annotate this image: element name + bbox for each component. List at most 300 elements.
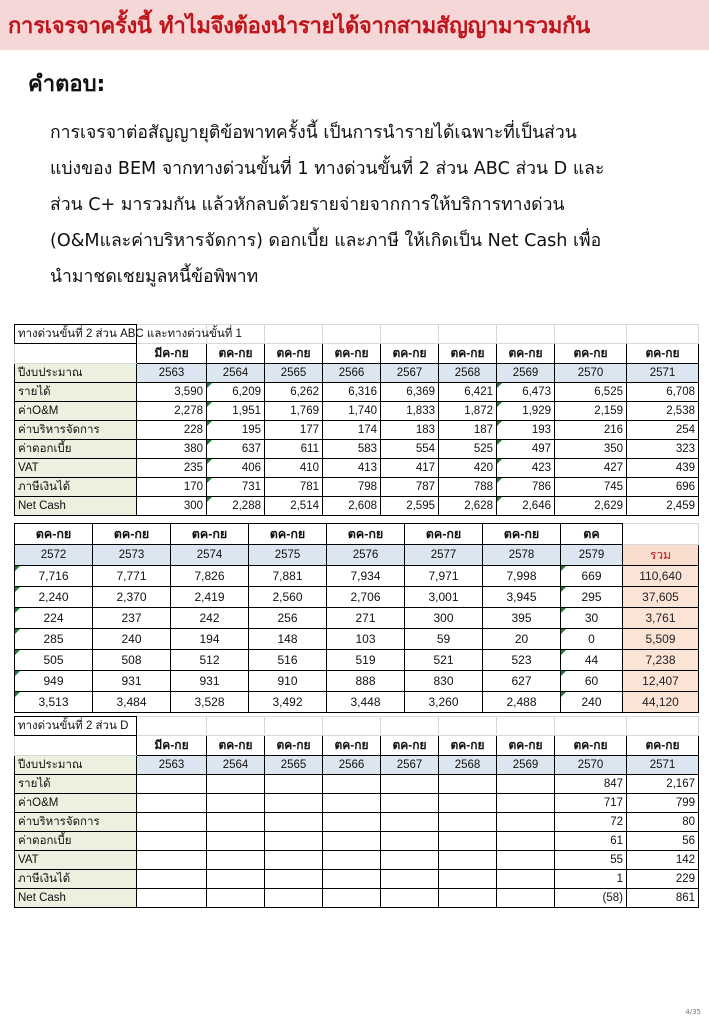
value-cell [439,794,497,813]
period-header: มีค-กย [137,344,207,364]
period-header: ตค-กย [265,736,323,756]
value-cell: 7,934 [327,566,405,587]
table-row [15,497,699,516]
value-cell: 1,929 [497,402,555,421]
year-cell: 2569 [497,364,555,383]
year-cell: 2571 [627,756,699,775]
value-cell: 6,369 [381,383,439,402]
value-cell: 583 [323,440,381,459]
period-header: ตค-กย [627,736,699,756]
value-cell [265,813,323,832]
value-cell: 1 [555,870,627,889]
period-header: ตค-กย [555,736,627,756]
value-cell: 235 [137,459,207,478]
answer-line: แบ่งของ BEM จากทางด่วนขั้นที่ 1 ทางด่วนขั้นที่ 2 ส่วน ABC ส่วน D และ [50,159,605,179]
total-cell: 5,509 [623,629,699,650]
period-header: ตค-กย [555,344,627,364]
value-cell: 60 [561,671,623,692]
value-cell: 521 [405,650,483,671]
value-cell [265,851,323,870]
value-cell [323,832,381,851]
table-row [15,440,699,459]
value-cell: 2,595 [381,497,439,516]
value-cell: 410 [265,459,323,478]
period-header: ตค-กย [171,524,249,545]
value-cell: 423 [497,459,555,478]
value-cell: 228 [137,421,207,440]
empty-cell [497,717,555,736]
value-cell: 187 [439,421,497,440]
page-title: การเจรจาครั้งนี้ ทำไมจึงต้องนำรายได้จากสามสัญญามารวมกัน [8,14,590,39]
row-label: ค่าO&M [15,402,137,421]
value-cell: 523 [483,650,561,671]
value-cell: 350 [555,440,627,459]
answer-line: การเจรจาต่อสัญญายุติข้อพาทครั้งนี้ เป็นการนำรายได้เฉพาะที่เป็นส่วน [50,123,577,143]
value-cell [439,870,497,889]
value-cell [137,832,207,851]
row-label: รายได้ [15,383,137,402]
value-cell [207,794,265,813]
period-header: ตค-กย [439,736,497,756]
value-cell: 323 [627,440,699,459]
value-cell [381,870,439,889]
empty-cell [627,325,699,344]
value-cell [137,889,207,908]
value-cell [439,832,497,851]
value-cell: (58) [555,889,627,908]
value-cell: 413 [323,459,381,478]
table-row [15,587,699,608]
fiscal-year-row [15,364,699,383]
value-cell: 216 [555,421,627,440]
value-cell: 3,528 [171,692,249,713]
value-cell [497,889,555,908]
empty-cell [137,325,207,344]
row-label: Net Cash [15,889,137,908]
value-cell [137,870,207,889]
value-cell: 3,492 [249,692,327,713]
table-row [15,459,699,478]
period-header-row [15,736,699,756]
table-row [15,650,699,671]
period-header: ตค-กย [627,344,699,364]
value-cell: 2,538 [627,402,699,421]
value-cell: 627 [483,671,561,692]
value-cell: 505 [15,650,93,671]
value-cell: 611 [265,440,323,459]
row-label: ค่าดอกเบี้ย [15,832,137,851]
year-cell: 2578 [483,545,561,566]
period-header: มีค-กย [137,736,207,756]
value-cell: 1,769 [265,402,323,421]
year-cell: 2572 [15,545,93,566]
row-label: ภาษีเงินได้ [15,870,137,889]
value-cell: 177 [265,421,323,440]
table-title-row [15,717,699,736]
value-cell [381,851,439,870]
table-row [15,421,699,440]
value-cell: 2,560 [249,587,327,608]
table-row [15,692,699,713]
answer-label: คำตอบ: [28,72,106,97]
table-title: ทางด่วนขั้นที่ 2 ส่วน D [15,717,137,736]
value-cell: 6,473 [497,383,555,402]
row-label: ค่าO&M [15,794,137,813]
row-label: ปีงบประมาณ [15,364,137,383]
value-cell: 2,167 [627,775,699,794]
answer-paragraph [50,115,670,295]
value-cell: 2,370 [93,587,171,608]
value-cell [439,775,497,794]
value-cell: 103 [327,629,405,650]
period-header: ตค [561,524,623,545]
row-label: ค่าบริหารจัดการ [15,421,137,440]
row-label: ค่าบริหารจัดการ [15,813,137,832]
empty-cell [439,717,497,736]
period-header: ตค-กย [15,524,93,545]
empty-cell [381,717,439,736]
row-label: Net Cash [15,497,137,516]
year-cell: 2574 [171,545,249,566]
value-cell: 254 [627,421,699,440]
value-cell: 669 [561,566,623,587]
total-cell: 37,605 [623,587,699,608]
empty-cell [497,325,555,344]
value-cell: 717 [555,794,627,813]
value-cell: 2,629 [555,497,627,516]
value-cell [207,870,265,889]
year-cell: 2564 [207,364,265,383]
year-cell: 2563 [137,756,207,775]
value-cell: 786 [497,478,555,497]
value-cell [323,851,381,870]
value-cell: 6,316 [323,383,381,402]
value-cell [381,889,439,908]
empty-cell [265,325,323,344]
value-cell: 3,590 [137,383,207,402]
period-header: ตค-กย [381,344,439,364]
value-cell: 3,260 [405,692,483,713]
period-header: ตค-กย [265,344,323,364]
value-cell: 174 [323,421,381,440]
period-header: ตค-กย [93,524,171,545]
year-cell: 2567 [381,756,439,775]
table-row [15,402,699,421]
year-cell: 2566 [323,364,381,383]
value-cell [439,813,497,832]
value-cell [137,813,207,832]
value-cell [265,794,323,813]
empty-cell [323,325,381,344]
table-row [15,566,699,587]
value-cell: 427 [555,459,627,478]
value-cell: 72 [555,813,627,832]
total-cell: 110,640 [623,566,699,587]
value-cell: 2,706 [327,587,405,608]
value-cell: 512 [171,650,249,671]
value-cell: 2,514 [265,497,323,516]
value-cell: 6,708 [627,383,699,402]
value-cell: 2,608 [323,497,381,516]
value-cell: 295 [561,587,623,608]
value-cell: 237 [93,608,171,629]
period-header: ตค-กย [497,736,555,756]
value-cell: 6,525 [555,383,627,402]
value-cell: 285 [15,629,93,650]
value-cell: 2,459 [627,497,699,516]
year-cell: 2579 [561,545,623,566]
row-label: ปีงบประมาณ [15,756,137,775]
value-cell: 420 [439,459,497,478]
value-cell: 7,771 [93,566,171,587]
table-row [15,775,699,794]
value-cell: 224 [15,608,93,629]
year-cell: 2570 [555,364,627,383]
empty-cell [627,717,699,736]
value-cell: 1,951 [207,402,265,421]
value-cell [207,851,265,870]
table-row [15,629,699,650]
value-cell: 6,209 [207,383,265,402]
value-cell: 910 [249,671,327,692]
value-cell [265,775,323,794]
table-title-row [15,325,699,344]
value-cell [323,794,381,813]
value-cell: 193 [497,421,555,440]
empty-cell [15,344,137,364]
value-cell: 861 [627,889,699,908]
value-cell: 847 [555,775,627,794]
value-cell: 417 [381,459,439,478]
value-cell [137,775,207,794]
value-cell: 2,288 [207,497,265,516]
answer-line: นำมาชดเชยมูลหนี้ข้อพิพาท [50,267,259,287]
value-cell: 931 [171,671,249,692]
value-cell: 55 [555,851,627,870]
value-cell: 56 [627,832,699,851]
value-cell: 30 [561,608,623,629]
value-cell: 830 [405,671,483,692]
value-cell: 80 [627,813,699,832]
value-cell [497,832,555,851]
value-cell [381,775,439,794]
empty-cell [15,736,137,756]
row-label: VAT [15,459,137,478]
value-cell: 3,945 [483,587,561,608]
empty-cell [207,325,265,344]
title-banner [0,0,709,50]
value-cell [497,870,555,889]
answer-line: ส่วน C+ มารวมกัน แล้วหักลบด้วยรายจ่ายจากการให้บริการทางด่วน [50,195,565,215]
empty-cell [555,325,627,344]
value-cell: 1,740 [323,402,381,421]
year-cell: 2571 [627,364,699,383]
value-cell: 516 [249,650,327,671]
value-cell: 195 [207,421,265,440]
value-cell: 148 [249,629,327,650]
row-label: ค่าดอกเบี้ย [15,440,137,459]
answer-line: (O&Mและค่าบริหารจัดการ) ดอกเบี้ย และภาษี ให้เกิดเป็น Net Cash เพื่อ [50,231,602,251]
year-cell: 2565 [265,364,323,383]
value-cell: 59 [405,629,483,650]
value-cell: 7,716 [15,566,93,587]
year-cell: 2568 [439,756,497,775]
empty-cell [137,717,207,736]
value-cell [381,813,439,832]
period-header: ตค-กย [381,736,439,756]
total-cell: 3,761 [623,608,699,629]
value-cell: 2,240 [15,587,93,608]
period-header: ตค-กย [405,524,483,545]
fiscal-year-row [15,756,699,775]
year-cell: 2563 [137,364,207,383]
period-header: ตค-กย [327,524,405,545]
table-row [15,851,699,870]
table-row [15,794,699,813]
value-cell [207,832,265,851]
value-cell: 256 [249,608,327,629]
year-cell: 2575 [249,545,327,566]
row-label: ภาษีเงินได้ [15,478,137,497]
value-cell [323,870,381,889]
year-cell: 2577 [405,545,483,566]
value-cell: 3,448 [327,692,405,713]
empty-cell [265,717,323,736]
period-header: ตค-กย [323,344,381,364]
year-cell: 2573 [93,545,171,566]
value-cell: 799 [627,794,699,813]
table-row [15,832,699,851]
year-cell: 2569 [497,756,555,775]
table-title: ทางด่วนขั้นที่ 2 ส่วน ABC และทางด่วนขั้นที่ 1 [15,325,137,344]
value-cell: 1,872 [439,402,497,421]
value-cell [439,889,497,908]
value-cell: 787 [381,478,439,497]
value-cell [381,832,439,851]
value-cell: 380 [137,440,207,459]
value-cell: 2,646 [497,497,555,516]
value-cell: 2,159 [555,402,627,421]
value-cell: 395 [483,608,561,629]
value-cell: 240 [561,692,623,713]
total-cell: 12,407 [623,671,699,692]
value-cell: 508 [93,650,171,671]
value-cell: 788 [439,478,497,497]
value-cell [323,889,381,908]
value-cell [323,813,381,832]
value-cell: 554 [381,440,439,459]
table-row [15,870,699,889]
value-cell: 2,419 [171,587,249,608]
total-cell: 44,120 [623,692,699,713]
row-label: VAT [15,851,137,870]
value-cell [381,794,439,813]
value-cell: 931 [93,671,171,692]
value-cell: 170 [137,478,207,497]
period-header: ตค-กย [497,344,555,364]
value-cell: 497 [497,440,555,459]
expressway-abc-continued-table [14,523,699,713]
value-cell: 406 [207,459,265,478]
period-header: ตค-กย [483,524,561,545]
value-cell: 439 [627,459,699,478]
value-cell: 300 [137,497,207,516]
year-cell: 2568 [439,364,497,383]
value-cell: 781 [265,478,323,497]
value-cell: 300 [405,608,483,629]
value-cell: 2,278 [137,402,207,421]
period-header-row [15,344,699,364]
fiscal-year-row [15,545,699,566]
value-cell [323,775,381,794]
total-cell: 7,238 [623,650,699,671]
period-header: ตค-กย [323,736,381,756]
value-cell: 525 [439,440,497,459]
value-cell: 6,262 [265,383,323,402]
value-cell: 229 [627,870,699,889]
value-cell: 183 [381,421,439,440]
value-cell: 637 [207,440,265,459]
value-cell: 3,001 [405,587,483,608]
row-label: รายได้ [15,775,137,794]
value-cell [137,851,207,870]
value-cell: 731 [207,478,265,497]
period-header: ตค-กย [207,344,265,364]
value-cell: 745 [555,478,627,497]
value-cell: 2,628 [439,497,497,516]
empty-cell [623,524,699,545]
value-cell: 7,971 [405,566,483,587]
table-row [15,383,699,402]
value-cell: 1,833 [381,402,439,421]
table-row [15,608,699,629]
value-cell [207,889,265,908]
period-header: ตค-กย [249,524,327,545]
value-cell [497,775,555,794]
value-cell [497,851,555,870]
period-header: ตค-กย [439,344,497,364]
value-cell: 519 [327,650,405,671]
period-header: ตค-กย [207,736,265,756]
empty-cell [555,717,627,736]
value-cell: 6,421 [439,383,497,402]
empty-cell [207,717,265,736]
value-cell [207,775,265,794]
value-cell: 7,826 [171,566,249,587]
year-cell: 2564 [207,756,265,775]
value-cell [207,813,265,832]
expressway-d-table [14,716,699,908]
value-cell: 3,484 [93,692,171,713]
table-row [15,671,699,692]
empty-cell [323,717,381,736]
value-cell: 194 [171,629,249,650]
table-row [15,889,699,908]
empty-cell [381,325,439,344]
value-cell [265,870,323,889]
year-cell: 2566 [323,756,381,775]
year-cell: 2567 [381,364,439,383]
value-cell: 949 [15,671,93,692]
total-header: รวม [623,545,699,566]
value-cell: 7,998 [483,566,561,587]
year-cell: 2570 [555,756,627,775]
table-row [15,478,699,497]
value-cell: 61 [555,832,627,851]
value-cell [265,832,323,851]
value-cell: 7,881 [249,566,327,587]
value-cell: 271 [327,608,405,629]
